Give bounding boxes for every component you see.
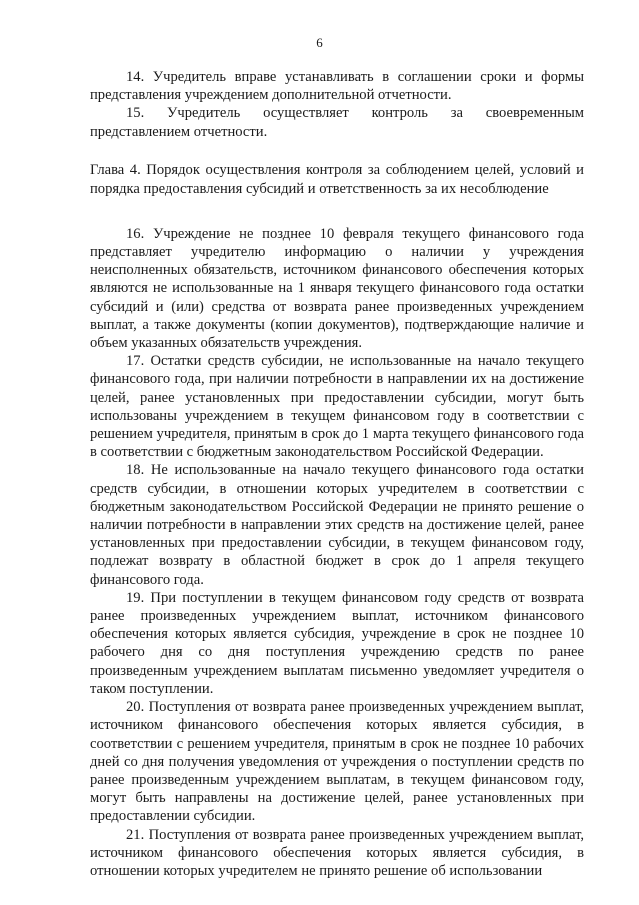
paragraph-20: 20. Поступления от возврата ранее произведенных учреждением выплат, источником финансового обеспечения которых является субсидия, в соответствии с решением учредителя, принятым в срок не позднее 10 рабочих дней со дня получения уведомления от учреждения о поступлении средств по ранее произведенным учреждением выплатам, в текущем финансовом году, могут быть направлены на достижение целей, ранее установленных при предоставлении субсидии.	[90, 699, 584, 825]
paragraph-16: 16. Учреждение не позднее 10 февраля текущего финансового года представляет учредителю информацию о наличии у учреждения неисполненных обязательств, источником финансового обеспечения которых являются не использованные на 1 января текущего финансового года остатки субсидий и (или) средства от возврата ранее произведенных учреждением выплат, а также документы (копии документов), подтверждающие наличие и объем указанных обязательств учреждения.	[90, 225, 584, 352]
paragraph-15: 15. Учредитель осуществляет контроль за своевременным представлением отчетности.	[90, 105, 584, 140]
paragraph-17: 17. Остатки средств субсидии, не использованные на начало текущего финансового года, при наличии потребности в направлении их на достижение целей, ранее установленных при предоставлении субсидии, могут быть использованы учреждением в текущем финансовом году в соответствии с решением учредителя, принятым в срок до 1 марта текущего финансового года в соответствии с бюджетным законодательством Российской Федерации.	[90, 353, 584, 461]
chapter-heading: Глава 4. Порядок осуществления контроля за соблюдением целей, условий и порядка предоставления субсидий и ответственность за их несоблюдение	[90, 161, 584, 197]
document-body	[90, 68, 584, 880]
paragraph-14: 14. Учредитель вправе устанавливать в соглашении сроки и формы представления учреждением дополнительной отчетности.	[90, 69, 584, 104]
paragraph-21: 21. Поступления от возврата ранее произведенных учреждением выплат, источником финансового обеспечения которых является субсидия, в отношении которых учредителем не принято решение об использовании	[90, 826, 584, 879]
page-number: 6	[316, 35, 323, 50]
paragraph-18: 18. Не использованные на начало текущего финансового года остатки средств субсидии, в отношении которых учредителем в соответствии с бюджетным законодательством Российской Федерации не принято решение о наличии потребности в направлении этих средств на достижение целей, ранее установленных при предоставлении субсидии, в текущем финансовом году, подлежат возврату в областной бюджет в срок до 1 апреля текущего финансового года.	[90, 462, 584, 588]
paragraph-19: 19. При поступлении в текущем финансовом году средств от возврата ранее произведенных учреждением выплат, источником финансового обеспечения которых является субсидия, учреждение в срок не позднее 10 рабочего дня со дня поступления учреждению средств по ранее произведенным учреждением выплатам письменно уведомляет учредителя о таком поступлении.	[90, 589, 584, 697]
